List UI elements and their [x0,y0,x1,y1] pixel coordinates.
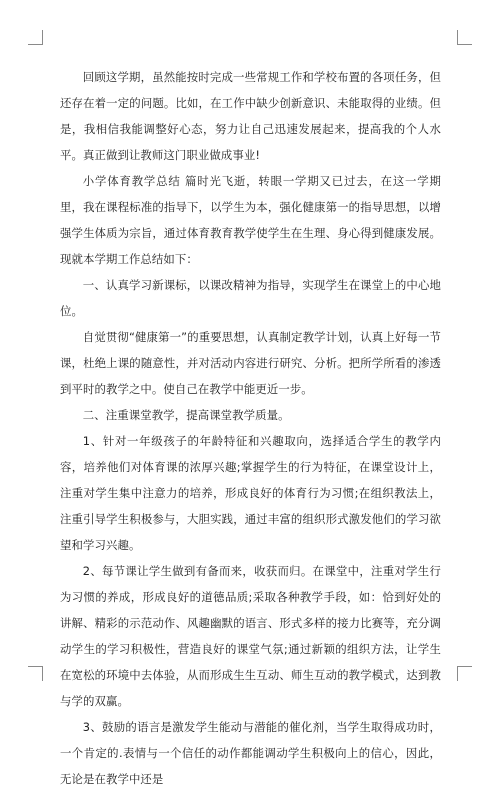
page-corner-mark-top-left [28,30,43,45]
paragraph: 小学体育教学总结 篇时光飞逝，转眼一学期又已过去，在这一学期里，我在课程标准的指导下，以学生为本，强化健康第一的指导思想，以增强学生体质为宗旨，通过体育教育教学使学生在生理、身心得到健康发展。现就本学期工作总结如下： [60,174,441,266]
paragraph: 二、注重课堂教学，提高课堂教学质量。 [82,408,290,422]
page-corner-mark-bottom-right [457,666,472,681]
paragraph: 1、针对一年级孩子的年龄特征和兴趣取向，选择适合学生的教学内容，培养他们对体育课的浓厚兴趣;掌握学生的行为特征，在课堂设计上，注重对学生集中注意力的培养，形成良好的体育行为习惯;在组织教法上，注重引导学生积极参与，大胆实践，通过丰富的组织形式激发他们的学习欲望和学习兴趣。 [60,434,441,552]
page-corner-mark-top-right [457,30,472,45]
document-body [60,64,441,792]
paragraph: 3、鼓励的语言是激发学生能动与潜能的催化剂，当学生取得成功时，一个肯定的.表情与一个信任的动作都能调动学生积极向上的信心，因此，无论是在教学中还是 [60,720,441,786]
paragraph: 2、每节课让学生做到有备而来，收获而归。在课堂中，注重对学生行为习惯的养成，形成良好的道德品质;采取各种教学手段，如：恰到好处的讲解、精彩的示范动作、风趣幽默的语言、形式多样的接力比赛等，充分调动学生的学习积极性，营造良好的课堂气氛;通过新颖的组织方法，让学生在宽松的环境中去体验，从而形成生生互动、师生互动的教学模式，达到教与学的双赢。 [60,564,441,708]
paragraph: 自觉贯彻“健康第一”的重要思想，认真制定教学计划，认真上好每一节课，杜绝上课的随意性，并对活动内容进行研究、分析。把所学所看的渗透到平时的教学之中。使自己在教学中能更近一步。 [60,330,441,396]
page-corner-mark-bottom-left [28,666,43,681]
paragraph: 一、认真学习新课标，以课改精神为指导，实现学生在课堂上的中心地位。 [60,278,441,318]
paragraph: 回顾这学期，虽然能按时完成一些常规工作和学校布置的各项任务，但还存在着一定的问题。比如，在工作中缺少创新意识、未能取得的业绩。但是，我相信我能调整好心态，努力让自己迅速发展起来，提高我的个人水平。真正做到让教师这门职业做成事业! [60,70,441,162]
